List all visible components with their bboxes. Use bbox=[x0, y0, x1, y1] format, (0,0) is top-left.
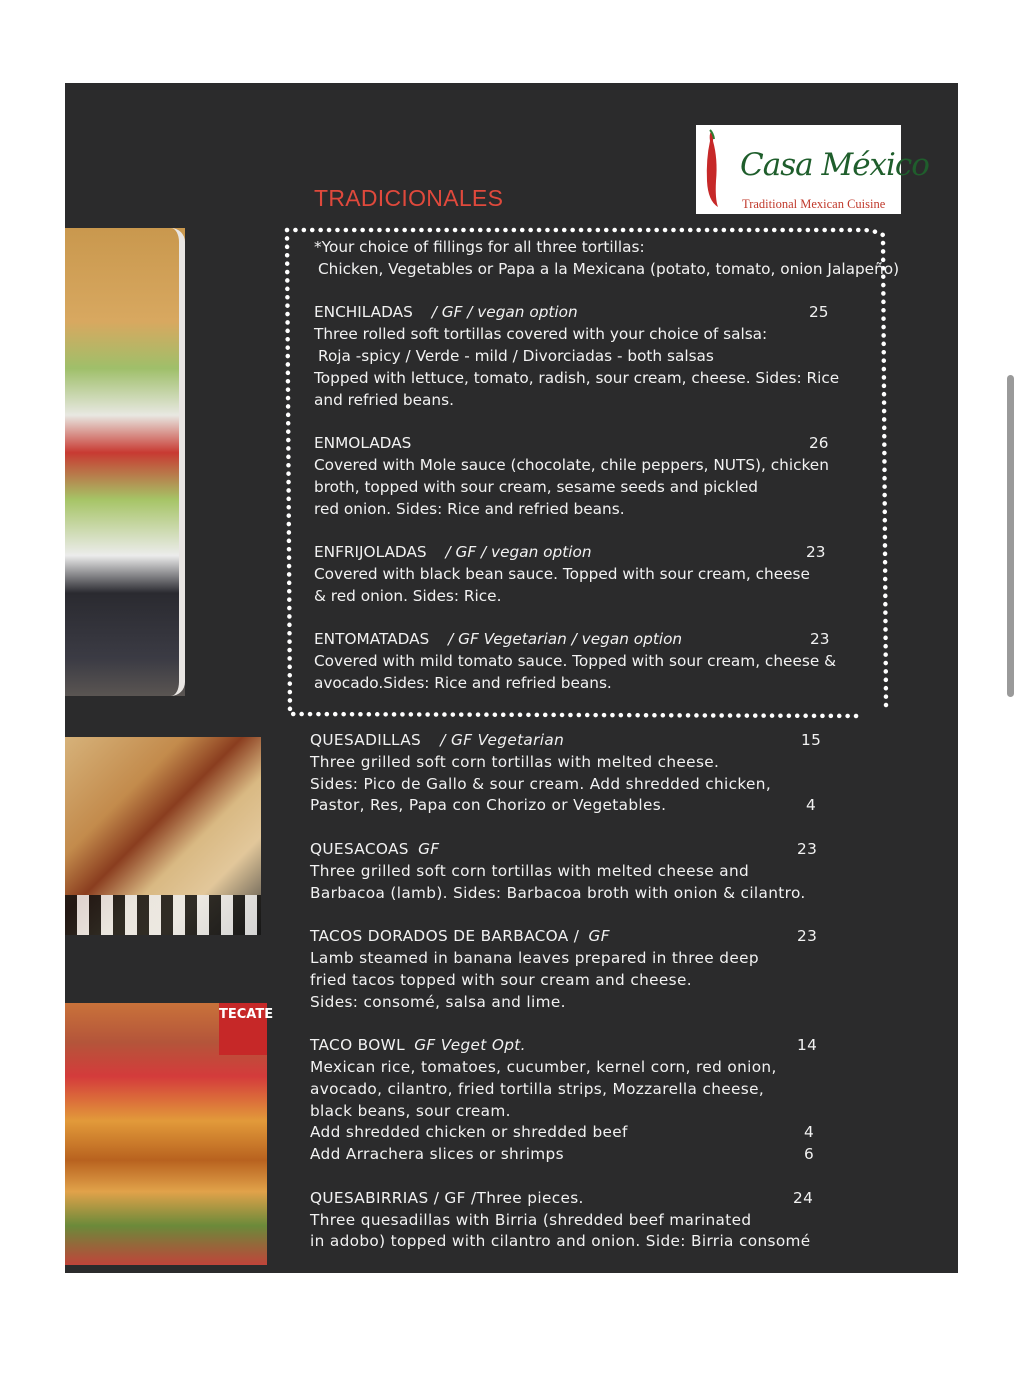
tradicionales-list bbox=[314, 237, 900, 695]
quesabirrias-photo bbox=[65, 1003, 274, 1265]
quesadillas-photo bbox=[65, 737, 261, 935]
menu-page bbox=[65, 83, 958, 1273]
item-price: 25 bbox=[809, 303, 829, 322]
item-price: 23 bbox=[806, 543, 826, 562]
item-desc: Barbacoa (lamb). Sides: Barbacoa broth with onion & cilantro. bbox=[310, 883, 806, 902]
menu-item-quesacoas bbox=[310, 839, 830, 861]
item-desc bbox=[310, 795, 830, 817]
item-desc: Three rolled soft tortillas covered with your choice of salsa: bbox=[314, 325, 768, 344]
item-price: 14 bbox=[797, 1036, 818, 1055]
item-desc: Sides: consomé, salsa and lime. bbox=[310, 992, 566, 1011]
item-name: ENMOLADAS bbox=[314, 434, 412, 453]
checkered-paper bbox=[65, 895, 261, 935]
menu-item-quesabirrias bbox=[310, 1188, 830, 1210]
enchiladas-photo bbox=[65, 228, 185, 696]
logo-name: Casa México bbox=[740, 147, 929, 183]
addon-price: 4 bbox=[804, 1123, 815, 1142]
item-desc: Three quesadillas with Birria (shredded beef marinated bbox=[310, 1210, 752, 1229]
item-desc: Roja -spicy / Verde - mild / Divorciadas - both salsas bbox=[318, 346, 714, 365]
item-tag: / GF / vegan option bbox=[445, 543, 592, 562]
addon-price: 4 bbox=[806, 796, 817, 815]
item-desc: Covered with mild tomato sauce. Topped with sour cream, cheese & bbox=[314, 652, 837, 671]
item-desc: Lamb steamed in banana leaves prepared in three deep bbox=[310, 948, 759, 967]
item-desc: black beans, sour cream. bbox=[310, 1101, 511, 1120]
item-price: 15 bbox=[801, 731, 822, 749]
item-name: ENTOMATADAS bbox=[314, 630, 430, 649]
item-desc-text: Pastor, Res, Papa con Chorizo or Vegetables. bbox=[310, 796, 667, 815]
item-desc: Covered with black bean sauce. Topped with sour cream, cheese bbox=[314, 564, 810, 583]
fillings-options: Chicken, Vegetables or Papa a la Mexicana (potato, tomato, onion Jalapeño) bbox=[318, 259, 900, 278]
item-desc: & red onion. Sides: Rice. bbox=[314, 586, 502, 605]
item-name: QUESACOAS bbox=[310, 839, 409, 858]
fillings-note: *Your choice of fillings for all three tortillas: bbox=[314, 238, 645, 256]
item-desc: Three grilled soft corn tortillas with melted cheese and bbox=[310, 861, 750, 880]
item-desc: broth, topped with sour cream, sesame seeds and pickled bbox=[314, 477, 758, 496]
item-tag: / GF Vegetarian bbox=[440, 731, 565, 749]
scrollbar-thumb[interactable] bbox=[1007, 375, 1014, 697]
item-price: 23 bbox=[810, 630, 830, 649]
item-tag: GF bbox=[588, 927, 610, 946]
item-price: 23 bbox=[797, 927, 818, 946]
item-price: 24 bbox=[793, 1188, 814, 1207]
menu-item-taco-bowl bbox=[310, 1035, 830, 1057]
item-name: TACOS DORADOS DE BARBACOA / bbox=[310, 927, 580, 946]
item-desc: Mexican rice, tomatoes, cucumber, kernel corn, red onion, bbox=[310, 1057, 777, 1076]
addon-row bbox=[310, 1144, 830, 1166]
item-desc: Covered with Mole sauce (chocolate, chile peppers, NUTS), chicken bbox=[314, 455, 829, 474]
item-desc: avocado, cilantro, fried tortilla strips, Mozzarella cheese, bbox=[310, 1079, 765, 1098]
item-name: QUESABIRRIAS / GF /Three pieces. bbox=[310, 1188, 584, 1207]
item-desc: fried tacos topped with sour cream and cheese. bbox=[310, 970, 692, 989]
addon-row bbox=[310, 1122, 830, 1144]
item-tag: / GF Vegetarian / vegan option bbox=[448, 630, 683, 649]
menu-item-enchiladas bbox=[314, 302, 874, 324]
item-desc: and refried beans. bbox=[314, 390, 454, 409]
addon-price: 6 bbox=[804, 1145, 815, 1164]
item-name: ENCHILADAS bbox=[314, 303, 413, 322]
item-name: QUESADILLAS bbox=[310, 731, 422, 749]
logo-tagline: Traditional Mexican Cuisine bbox=[742, 197, 886, 211]
addon-label: Add Arrachera slices or shrimps bbox=[310, 1145, 564, 1164]
item-desc: Three grilled soft corn tortillas with melted cheese. bbox=[310, 752, 720, 771]
menu-item-entomatadas bbox=[314, 629, 874, 651]
menu-item-quesadillas bbox=[310, 730, 830, 752]
restaurant-logo bbox=[696, 125, 929, 214]
item-desc: in adobo) topped with cilantro and onion. Side: Birria consomé bbox=[310, 1232, 811, 1251]
plate-rim bbox=[55, 228, 185, 696]
menu-item-enfrijoladas bbox=[314, 542, 874, 564]
specialties-list bbox=[310, 730, 830, 1253]
chile-pepper-icon bbox=[704, 129, 720, 209]
item-name: TACO BOWL bbox=[310, 1036, 405, 1055]
item-desc: red onion. Sides: Rice and refried beans. bbox=[314, 499, 625, 518]
section-title: TRADICIONALES bbox=[314, 185, 504, 211]
item-desc: Topped with lettuce, tomato, radish, sour cream, cheese. Sides: Rice bbox=[314, 368, 840, 387]
menu-item-enmoladas bbox=[314, 433, 874, 455]
tecate-sign: TECATE bbox=[219, 1003, 267, 1055]
addon-label: Add shredded chicken or shredded beef bbox=[310, 1123, 628, 1142]
item-tag: GF Veget Opt. bbox=[414, 1036, 526, 1055]
item-name: ENFRIJOLADAS bbox=[314, 543, 427, 562]
item-desc: Sides: Pico de Gallo & sour cream. Add shredded chicken, bbox=[310, 774, 772, 793]
item-desc: avocado.Sides: Rice and refried beans. bbox=[314, 673, 612, 692]
item-tag: GF bbox=[418, 839, 440, 858]
item-tag: / GF / vegan option bbox=[431, 303, 578, 322]
item-price: 23 bbox=[797, 839, 818, 858]
item-price: 26 bbox=[809, 434, 829, 453]
menu-item-tacos-dorados bbox=[310, 926, 830, 948]
